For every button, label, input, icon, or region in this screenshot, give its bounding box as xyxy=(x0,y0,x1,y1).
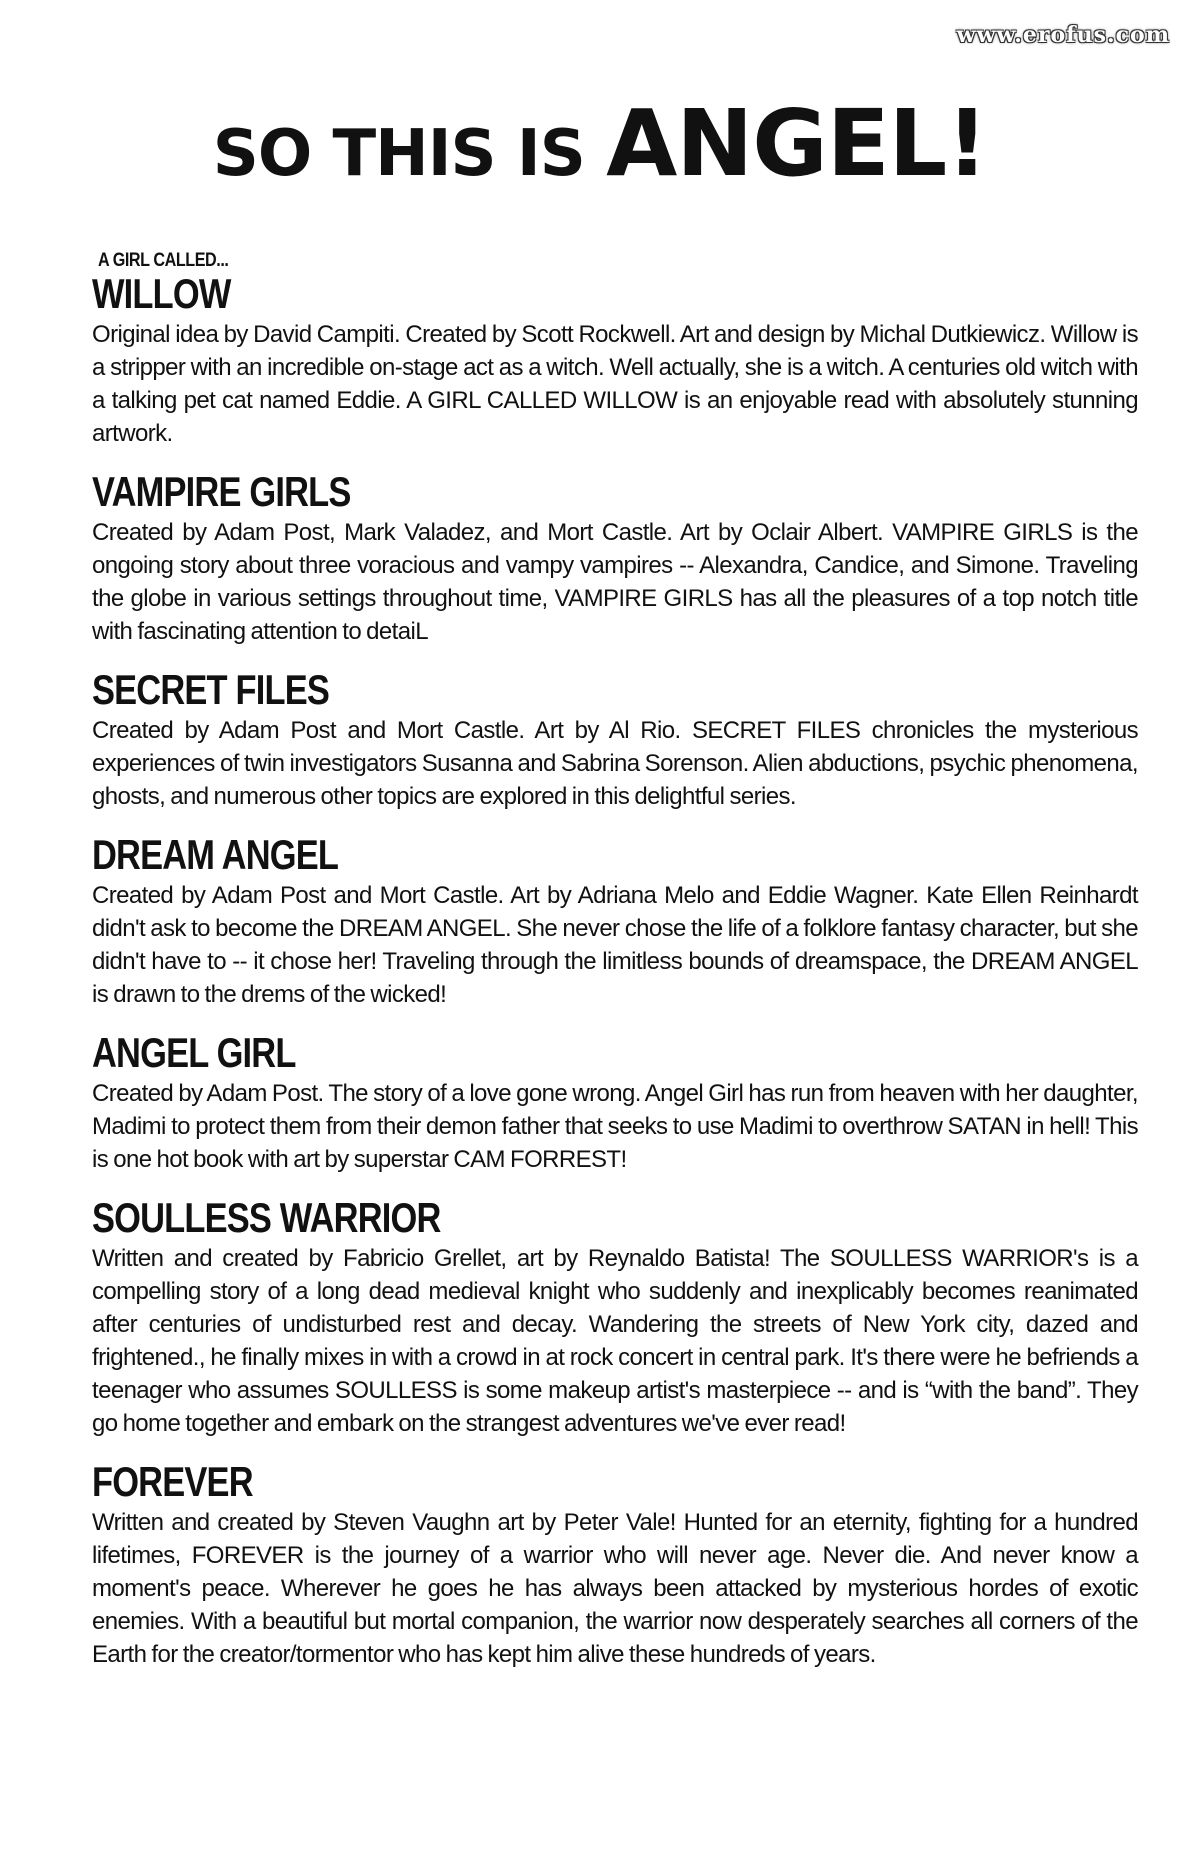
article-kicker: A GIRL CALLED... xyxy=(98,250,229,271)
article-secret-files xyxy=(92,666,1138,813)
article-willow xyxy=(92,250,1138,450)
article-heading: VAMPIRE GIRLS xyxy=(92,468,351,515)
article-angel-girl xyxy=(92,1029,1138,1176)
watermark: www.erofus.com xyxy=(956,22,1170,48)
page-title xyxy=(0,90,1200,197)
article-body: Created by Adam Post. The story of a love gone wrong. Angel Girl has run from heaven with her daughter, Madimi to protect them from their demon father that seeks to use Madimi to overthrow SATAN in hell! This is one hot book with art by superstar CAM FORREST! xyxy=(92,1080,1138,1173)
article-body: Written and created by Fabricio Grellet, art by Reynaldo Batista! The SOULLESS WARRIOR's is a compelling story of a long dead medieval knight who suddenly and inexplicably becomes reanimated after centuries of undisturbed rest and decay. Wandering the streets of New York city, dazed and frightened., he finally mixes in with a crowd in at rock concert in central park. It's there were he befriends a teenager who assumes SOULLESS is some makeup artist's masterpiece -- and is “with the band”. They go home together and embark on the strangest adventures we've ever read! xyxy=(92,1245,1138,1437)
article-list xyxy=(92,250,1138,1689)
article-forever xyxy=(92,1458,1138,1671)
article-vampire-girls xyxy=(92,468,1138,648)
article-heading: FOREVER xyxy=(92,1458,253,1505)
title-part-angel: ANGEL! xyxy=(606,90,988,197)
article-soulless-warrior xyxy=(92,1194,1138,1440)
title-part-is: IS xyxy=(516,117,607,191)
article-heading: WILLOW xyxy=(92,270,231,317)
article-heading: SECRET FILES xyxy=(92,666,330,713)
article-body: Written and created by Steven Vaughn art by Peter Vale! Hunted for an eternity, fighting for a hundred lifetimes, FOREVER is the journey of a warrior who will never age. Never die. And never know a moment's peace. Wherever he goes he has always been attacked by mysterious hordes of exotic enemies. With a beautiful but mortal companion, the warrior now desperately searches all corners of the Earth for the creator/tormentor who has kept him alive these hundreds of years. xyxy=(92,1509,1138,1668)
article-heading: ANGEL GIRL xyxy=(92,1029,296,1076)
article-body: Created by Adam Post and Mort Castle. Art by Adriana Melo and Eddie Wagner. Kate Ellen Reinhardt didn't ask to become the DREAM ANGEL. She never chose the life of a folklore fantasy character, but she didn't have to -- it chose her! Traveling through the limitless bounds of dreamspace, the DREAM ANGEL is drawn to the drems of the wicked! xyxy=(92,882,1138,1008)
article-dream-angel xyxy=(92,831,1138,1011)
article-body: Created by Adam Post, Mark Valadez, and Mort Castle. Art by Oclair Albert. VAMPIRE GIRLS is the ongoing story about three voracious and vampy vampires -- Alexandra, Candice, and Simone. Traveling the globe in various settings throughout time, VAMPIRE GIRLS has all the pleasures of a top notch title with fascinating attention to detaiL xyxy=(92,519,1138,645)
article-body: Created by Adam Post and Mort Castle. Art by Al Rio. SECRET FILES chronicles the mysterious experiences of twin investigators Susanna and Sabrina Sorenson. Alien abductions, psychic phenomena, ghosts, and numerous other topics are explored in this delightful series. xyxy=(92,717,1138,810)
article-heading: SOULLESS WARRIOR xyxy=(92,1194,441,1241)
article-body: Original idea by David Campiti. Created by Scott Rockwell. Art and design by Michal Dutkiewicz. Willow is a stripper with an incredible on-stage act as a witch. Well actually, she is a witch. A centuries old witch with a talking pet cat named Eddie. A GIRL CALLED WILLOW is an enjoyable read with absolutely stunning artwork. xyxy=(92,321,1138,447)
article-heading: DREAM ANGEL xyxy=(92,831,339,878)
title-part-so-this: SO THIS xyxy=(212,117,517,191)
